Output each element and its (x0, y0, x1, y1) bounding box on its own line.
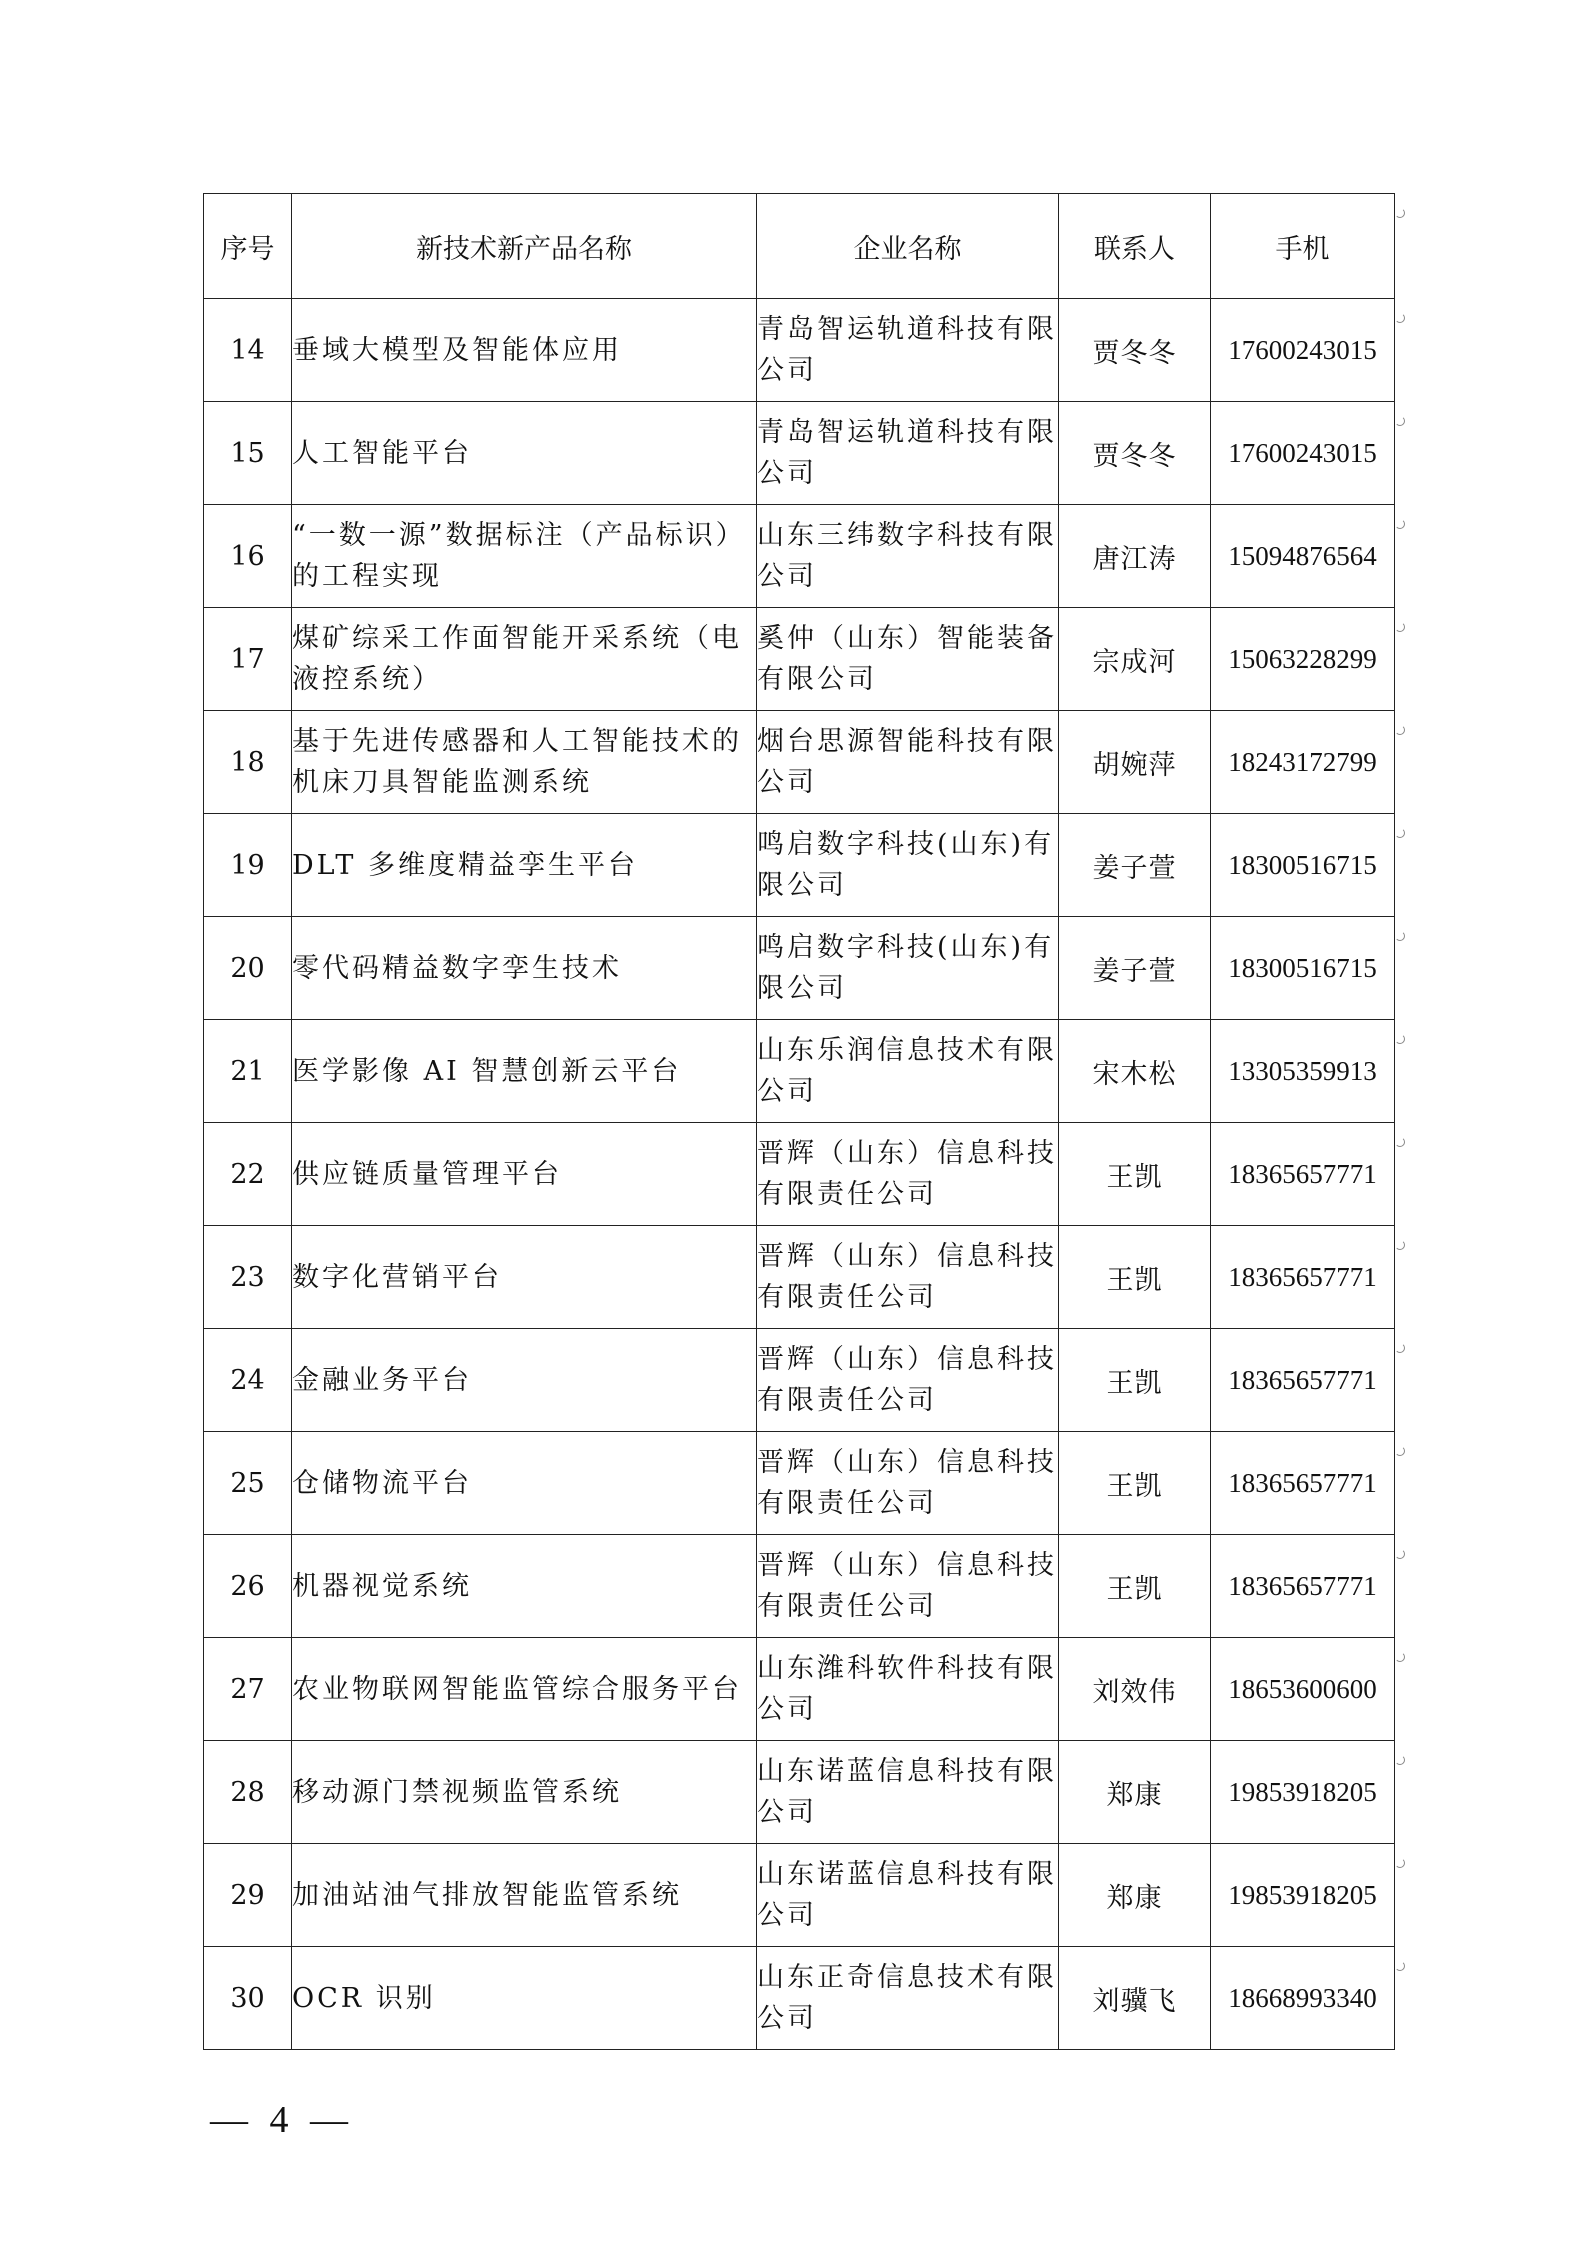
cell-contact: 贾冬冬 (1059, 402, 1211, 505)
cell-serial: 30 (204, 1947, 292, 2050)
cell-phone: 17600243015 (1211, 299, 1395, 402)
cell-company-name: 晋辉（山东）信息科技有限责任公司 (757, 1329, 1059, 1432)
cell-company-name: 奚仲（山东）智能装备有限公司 (757, 608, 1059, 711)
cell-company-name: 山东潍科软件科技有限公司 (757, 1638, 1059, 1741)
header-serial: 序号 (204, 194, 292, 299)
cell-product-name: OCR 识别 (292, 1947, 757, 2050)
paragraph-mark-icon (1395, 931, 1405, 941)
paragraph-mark-icon (1395, 313, 1405, 323)
cell-serial: 23 (204, 1226, 292, 1329)
page-number: — 4 — (210, 2099, 354, 2141)
cell-company-name: 鸣启数字科技(山东)有限公司 (757, 917, 1059, 1020)
cell-product-name: 加油站油气排放智能监管系统 (292, 1844, 757, 1947)
product-table (203, 193, 1395, 2050)
table-row (204, 1947, 1395, 2050)
cell-serial: 15 (204, 402, 292, 505)
cell-phone: 17600243015 (1211, 402, 1395, 505)
table-header-row (204, 194, 1395, 299)
cell-serial: 29 (204, 1844, 292, 1947)
cell-serial: 25 (204, 1432, 292, 1535)
paragraph-mark-icon (1395, 1137, 1405, 1147)
cell-company-name: 晋辉（山东）信息科技有限责任公司 (757, 1432, 1059, 1535)
table-row (204, 1123, 1395, 1226)
table-row (204, 814, 1395, 917)
header-contact: 联系人 (1059, 194, 1211, 299)
table-row (204, 1020, 1395, 1123)
header-phone: 手机 (1211, 194, 1395, 299)
cell-phone: 18243172799 (1211, 711, 1395, 814)
cell-company-name: 烟台思源智能科技有限公司 (757, 711, 1059, 814)
cell-phone: 13305359913 (1211, 1020, 1395, 1123)
cell-serial: 27 (204, 1638, 292, 1741)
table-body (204, 299, 1395, 2050)
cell-contact: 唐江涛 (1059, 505, 1211, 608)
cell-serial: 18 (204, 711, 292, 814)
paragraph-mark-icon (1395, 1343, 1405, 1353)
cell-product-name: 医学影像 AI 智慧创新云平台 (292, 1020, 757, 1123)
table-row (204, 1329, 1395, 1432)
cell-contact: 王凯 (1059, 1432, 1211, 1535)
cell-serial: 17 (204, 608, 292, 711)
cell-company-name: 山东三纬数字科技有限公司 (757, 505, 1059, 608)
cell-phone: 18300516715 (1211, 814, 1395, 917)
cell-phone: 19853918205 (1211, 1844, 1395, 1947)
cell-phone: 18365657771 (1211, 1226, 1395, 1329)
cell-company-name: 鸣启数字科技(山东)有限公司 (757, 814, 1059, 917)
cell-contact: 王凯 (1059, 1329, 1211, 1432)
cell-contact: 刘骥飞 (1059, 1947, 1211, 2050)
header-product-name: 新技术新产品名称 (292, 194, 757, 299)
cell-company-name: 青岛智运轨道科技有限公司 (757, 299, 1059, 402)
cell-contact: 王凯 (1059, 1535, 1211, 1638)
cell-serial: 22 (204, 1123, 292, 1226)
cell-product-name: 农业物联网智能监管综合服务平台 (292, 1638, 757, 1741)
header-company-name: 企业名称 (757, 194, 1059, 299)
paragraph-mark-icon (1395, 1652, 1405, 1662)
table-row (204, 1844, 1395, 1947)
cell-product-name: 零代码精益数字孪生技术 (292, 917, 757, 1020)
cell-contact: 姜子萱 (1059, 917, 1211, 1020)
cell-serial: 14 (204, 299, 292, 402)
cell-product-name: “一数一源”数据标注（产品标识）的工程实现 (292, 505, 757, 608)
cell-phone: 18365657771 (1211, 1535, 1395, 1638)
table-row (204, 608, 1395, 711)
paragraph-mark-icon (1395, 828, 1405, 838)
cell-phone: 18365657771 (1211, 1123, 1395, 1226)
cell-company-name: 山东正奇信息技术有限公司 (757, 1947, 1059, 2050)
cell-company-name: 山东诺蓝信息科技有限公司 (757, 1741, 1059, 1844)
paragraph-mark-icon (1395, 1755, 1405, 1765)
cell-contact: 姜子萱 (1059, 814, 1211, 917)
cell-contact: 王凯 (1059, 1123, 1211, 1226)
cell-contact: 郑康 (1059, 1741, 1211, 1844)
table-row (204, 1432, 1395, 1535)
cell-serial: 26 (204, 1535, 292, 1638)
paragraph-mark-icon (1395, 208, 1405, 218)
paragraph-mark-icon (1395, 1549, 1405, 1559)
cell-phone: 18668993340 (1211, 1947, 1395, 2050)
cell-product-name: 移动源门禁视频监管系统 (292, 1741, 757, 1844)
cell-contact: 胡婉萍 (1059, 711, 1211, 814)
cell-contact: 刘效伟 (1059, 1638, 1211, 1741)
cell-product-name: 供应链质量管理平台 (292, 1123, 757, 1226)
paragraph-mark-icon (1395, 1446, 1405, 1456)
cell-company-name: 晋辉（山东）信息科技有限责任公司 (757, 1226, 1059, 1329)
cell-phone: 15063228299 (1211, 608, 1395, 711)
table-row (204, 1638, 1395, 1741)
table-row (204, 402, 1395, 505)
paragraph-mark-icon (1395, 1858, 1405, 1868)
paragraph-mark-icon (1395, 1240, 1405, 1250)
cell-product-name: 数字化营销平台 (292, 1226, 757, 1329)
cell-serial: 24 (204, 1329, 292, 1432)
paragraph-mark-icon (1395, 1961, 1405, 1971)
table-row (204, 299, 1395, 402)
cell-product-name: 垂域大模型及智能体应用 (292, 299, 757, 402)
paragraph-mark-icon (1395, 622, 1405, 632)
cell-serial: 28 (204, 1741, 292, 1844)
cell-contact: 王凯 (1059, 1226, 1211, 1329)
cell-product-name: 金融业务平台 (292, 1329, 757, 1432)
paragraph-mark-icon (1395, 416, 1405, 426)
cell-phone: 18365657771 (1211, 1432, 1395, 1535)
cell-phone: 18300516715 (1211, 917, 1395, 1020)
cell-phone: 19853918205 (1211, 1741, 1395, 1844)
cell-serial: 21 (204, 1020, 292, 1123)
cell-company-name: 晋辉（山东）信息科技有限责任公司 (757, 1535, 1059, 1638)
cell-serial: 16 (204, 505, 292, 608)
cell-company-name: 山东乐润信息技术有限公司 (757, 1020, 1059, 1123)
cell-contact: 宋木松 (1059, 1020, 1211, 1123)
table-row (204, 917, 1395, 1020)
cell-serial: 19 (204, 814, 292, 917)
cell-phone: 18653600600 (1211, 1638, 1395, 1741)
cell-product-name: 机器视觉系统 (292, 1535, 757, 1638)
paragraph-mark-icon (1395, 519, 1405, 529)
table-row (204, 1226, 1395, 1329)
cell-company-name: 晋辉（山东）信息科技有限责任公司 (757, 1123, 1059, 1226)
cell-product-name: 人工智能平台 (292, 402, 757, 505)
table-row (204, 505, 1395, 608)
cell-company-name: 山东诺蓝信息科技有限公司 (757, 1844, 1059, 1947)
cell-contact: 贾冬冬 (1059, 299, 1211, 402)
cell-product-name: DLT 多维度精益孪生平台 (292, 814, 757, 917)
cell-contact: 郑康 (1059, 1844, 1211, 1947)
paragraph-mark-icon (1395, 1034, 1405, 1044)
cell-phone: 15094876564 (1211, 505, 1395, 608)
cell-phone: 18365657771 (1211, 1329, 1395, 1432)
cell-product-name: 基于先进传感器和人工智能技术的机床刀具智能监测系统 (292, 711, 757, 814)
cell-company-name: 青岛智运轨道科技有限公司 (757, 402, 1059, 505)
cell-product-name: 仓储物流平台 (292, 1432, 757, 1535)
table-row (204, 1741, 1395, 1844)
table-row (204, 1535, 1395, 1638)
cell-serial: 20 (204, 917, 292, 1020)
cell-contact: 宗成河 (1059, 608, 1211, 711)
cell-product-name: 煤矿综采工作面智能开采系统（电液控系统） (292, 608, 757, 711)
paragraph-mark-icon (1395, 725, 1405, 735)
table-row (204, 711, 1395, 814)
